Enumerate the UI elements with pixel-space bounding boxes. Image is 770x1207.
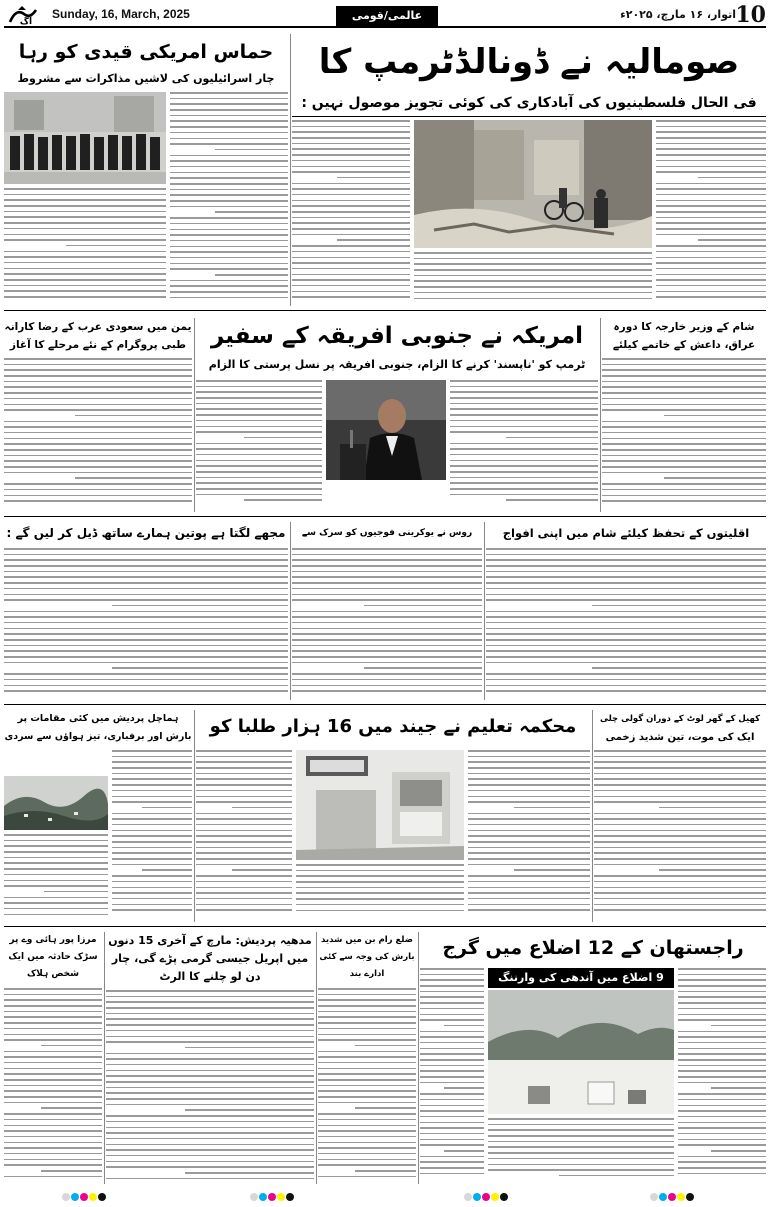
- col-rule: [104, 932, 105, 1184]
- row1-divider: [4, 310, 766, 311]
- registration-marks: [250, 1193, 294, 1201]
- col-rule: [484, 522, 485, 700]
- story11-body: [594, 750, 766, 920]
- col-rule: [600, 318, 601, 512]
- story2-headline: حماس امریکی قیدی کو رہا: [18, 41, 274, 63]
- print-registration-strip: [0, 1188, 770, 1207]
- masthead: [4, 2, 766, 42]
- story3-subhead: ٹرمپ کو 'ناپسند' کرنے کا الزام، جنوبی افریقہ پر نسل پرستی کا الزام: [208, 358, 586, 371]
- col-rule: [290, 34, 291, 306]
- story12-body-right: [678, 968, 766, 1184]
- story10-body-left: [196, 750, 292, 920]
- story11-subhead: ایک کی موت، تین شدید زخمی: [605, 732, 755, 743]
- story9-body-right: [112, 750, 192, 920]
- story10-body-right: [468, 750, 590, 920]
- story7-body: [292, 548, 482, 698]
- story1-subhead: فی الحال فلسطینیوں کی آبادکاری کی کوئی تجویز موصول نہیں :: [301, 95, 757, 111]
- row3-divider: [4, 704, 766, 705]
- story5-body: [602, 358, 766, 510]
- row4-divider: [4, 926, 766, 927]
- story6-headline: مجھے لگتا ہے پوتین ہمارے ساتھ ڈیل کر لیں گے :: [6, 526, 286, 540]
- registration-marks: [62, 1193, 106, 1201]
- story13-body: [106, 990, 314, 1184]
- story3-body-right: [450, 380, 598, 510]
- story5-headline: شام کے وزیر خارجہ کا دورہ عراق، داعش کے خاتمے کیلئے: [612, 321, 756, 351]
- section-label: عالمی/قومی خبریں: [336, 6, 438, 26]
- col-rule: [592, 710, 593, 922]
- story11-headline: کھیل کے گھر لوٹ کے دوران گولی چلی: [599, 714, 761, 724]
- story10-photo: [296, 750, 464, 860]
- story6-body: [4, 548, 288, 698]
- story15-body: [4, 988, 102, 1184]
- page-number: 10: [735, 2, 766, 28]
- story3-headline: امریکہ نے جنوبی افریقہ کے سفیر: [211, 323, 583, 349]
- story14-body: [318, 988, 416, 1184]
- story2-body-left: [4, 188, 166, 304]
- story1-headline: صومالیہ نے ڈونالڈٹرمپ کا: [318, 42, 740, 82]
- story1-body-col-right: [656, 120, 766, 304]
- story2-photo: [4, 92, 166, 184]
- col-rule: [194, 318, 195, 512]
- story4-body: [4, 358, 192, 510]
- story1-underline: [292, 116, 766, 117]
- story1-body-bottom: [414, 252, 652, 304]
- col-rule: [316, 932, 317, 1184]
- date-urdu: اتوار، ۱۶ مارچ، ۲۰۲۵ء: [620, 8, 736, 21]
- story8-body: [486, 548, 766, 698]
- date-english: Sunday, 16, March, 2025: [52, 7, 190, 21]
- registration-marks: [650, 1193, 694, 1201]
- logo-text: آگ: [19, 17, 33, 26]
- story12-body-left: [420, 968, 484, 1184]
- story4-headline: یمن میں سعودی عرب کے رضا کارانہ طبی پروگرام کے نئے مرحلے کا آغاز: [4, 321, 192, 351]
- registration-marks: [464, 1193, 508, 1201]
- story7-headline: روس نے یوکرینی فوجیوں کو سرک سے: [301, 528, 473, 538]
- story2-body-right: [170, 92, 288, 304]
- story14-headline: ضلع رام بن میں شدید بارش کی وجہ سے کئی ادارے بند: [319, 935, 415, 979]
- story2-subhead: چار اسرائیلیوں کی لاشیں مذاکرات سے مشروط: [17, 72, 275, 85]
- col-rule: [290, 522, 291, 700]
- story9-headline: ہماچل پردیش میں کئی مقامات پر بارش اور برفباری، تیز ہواؤں سے سردی: [4, 713, 192, 742]
- story3-photo: [326, 380, 446, 480]
- row2-divider: [4, 516, 766, 517]
- story12-photo: [488, 990, 674, 1114]
- col-rule: [418, 932, 419, 1184]
- story8-headline: اقلیتوں کے تحفظ کیلئے شام میں اپنی افواج: [502, 526, 750, 540]
- story1-photo: [414, 120, 652, 248]
- col-rule: [194, 710, 195, 922]
- story9-body-left: [4, 834, 108, 920]
- story10-body-bottom: [296, 864, 464, 920]
- newspaper-logo: [6, 4, 46, 26]
- story15-headline: مرزا پور ہائی وے پر سڑک حادثہ میں ایک شخص ہلاک: [8, 935, 98, 979]
- story9-photo: [4, 776, 108, 830]
- story3-body-left: [196, 380, 322, 510]
- story12-banner: 9 اضلاع میں آندھی کی وارننگ: [488, 968, 674, 988]
- story1-body-col-left: [292, 120, 410, 304]
- story10-headline: محکمہ تعلیم نے جیند میں 16 ہزار طلبا کو: [209, 716, 577, 737]
- story12-body-bottom: [488, 1118, 674, 1184]
- story13-headline: مدھیہ پردیش: مارچ کے آخری 15 دنوں میں اپریل جیسی گرمی پڑے گی، چار دن لو چلنے کا الرٹ: [108, 934, 312, 983]
- story12-headline: راجستھان کے 12 اضلاع میں گرج: [442, 937, 744, 959]
